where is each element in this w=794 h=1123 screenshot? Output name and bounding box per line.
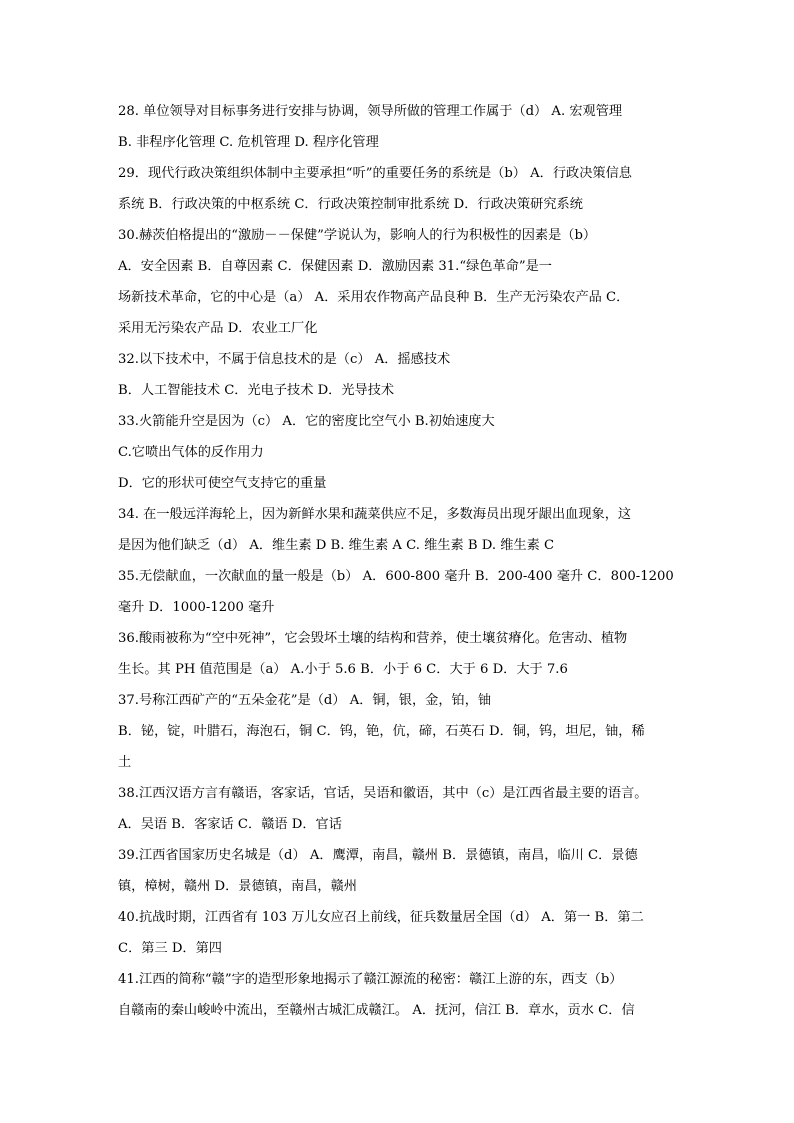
text-line-q32-1: 32.以下技术中，不属于信息技术的是（c） A．摇感技术 <box>118 352 451 367</box>
text-line-q41-1: 41.江西的简称“赣”字的造型形象地揭示了赣江源流的秘密：赣江上游的东，西支（b） <box>118 972 623 987</box>
text-line-q40-1: 40.抗战时期，江西省有 103 万儿女应召上前线，征兵数量居全国（d） A．第一 B．第二 <box>118 910 644 925</box>
text-line-q33-2: C.它喷出气体的反作用力 <box>118 445 264 460</box>
text-line-q33-1: 33.火箭能升空是因为（c） A．它的密度比空气小 B.初始速度大 <box>118 414 495 429</box>
text-line-q31-1: 场新技术革命，它的中心是（a） A．采用农作物高产品良种 B．生产无污染农产品 C． <box>118 290 630 305</box>
text-line-q28-1: 28. 单位领导对目标事务进行安排与协调，领导所做的管理工作属于（d） A. 宏观管理 <box>118 104 623 119</box>
text-line-q31-2: 采用无污染农产品 D．农业工厂化 <box>118 321 318 336</box>
text-line-q37-2: B．铋，锭，叶腊石，海泡石，铜 C．钨，铯，伉，碲，石英石 D．铜，钨，坦尼，铀，稀 <box>118 724 645 739</box>
text-line-q34-1: 34. 在一般远洋海轮上，因为新鲜水果和蔬菜供应不足，多数海员出现牙龈出血现象，这 <box>118 507 632 522</box>
text-line-q39-2: 镇，樟树，赣州 D．景德镇，南昌，赣州 <box>118 879 357 894</box>
text-line-q40-2: C．第三 D．第四 <box>118 941 222 956</box>
text-line-q39-1: 39.江西省国家历史名城是（d） A．鹰潭，南昌，赣州 B．景德镇，南昌，临川 C．景德 <box>118 848 638 863</box>
text-line-q37-1: 37.号称江西矿产的“五朵金花”是（d） A．铜，银，金，铂，铀 <box>118 693 492 708</box>
text-line-q29-1: 29．现代行政决策组织体制中主要承担“听”的重要任务的系统是（b） A．行政决策信息 <box>118 166 632 181</box>
text-line-q28-2: B. 非程序化管理 C. 危机管理 D. 程序化管理 <box>118 135 379 150</box>
text-line-q41-2: 自赣南的秦山峻岭中流出，至赣州古城汇成赣江。 A．抚河，信江 B．章水，贡水 C．信 <box>118 1003 635 1018</box>
text-line-q34-2: 是因为他们缺乏（d） A．维生素 D B. 维生素 A C. 维生素 B D. 维生素 C <box>118 538 555 553</box>
text-line-q33-3: D．它的形状可使空气支持它的重量 <box>118 476 327 491</box>
text-line-q32-2: B．人工智能技术 C．光电子技术 D．光导技术 <box>118 383 395 398</box>
text-line-q37-3: 土 <box>118 755 132 770</box>
text-line-q35-1: 35.无偿献血，一次献血的量一般是（b） A．600-800 毫升 B．200-400 毫升 C．800-1200 <box>118 569 674 584</box>
text-line-q30-2: A．安全因素 B．自尊因素 C．保健因素 D．激励因素 31.“绿色革命”是一 <box>118 259 552 274</box>
text-line-q38-1: 38.江西汉语方言有赣语，客家话，官话，吴语和徽语，其中（c）是江西省最主要的语言。 <box>118 786 648 801</box>
text-line-q29-2: 系统 B．行政决策的中枢系统 C．行政决策控制审批系统 D．行政决策研究系统 <box>118 197 583 212</box>
text-line-q36-2: 生长。其 PH 值范围是（a） A.小于 5.6 B．小于 6 C．大于 6 D．大于 7.6 <box>118 662 568 677</box>
text-line-q36-1: 36.酸雨被称为“空中死神”，它会毁坏土壤的结构和营养，使土壤贫瘠化。危害动、植物 <box>118 631 628 646</box>
text-line-q38-2: A．吴语 B．客家话 C．赣语 D．官话 <box>118 817 342 832</box>
text-line-q35-2: 毫升 D．1000-1200 毫升 <box>118 600 275 615</box>
text-line-q30-1: 30.赫茨伯格提出的“激励－－保健”学说认为，影响人的行为积极性的因素是（b） <box>118 228 597 243</box>
